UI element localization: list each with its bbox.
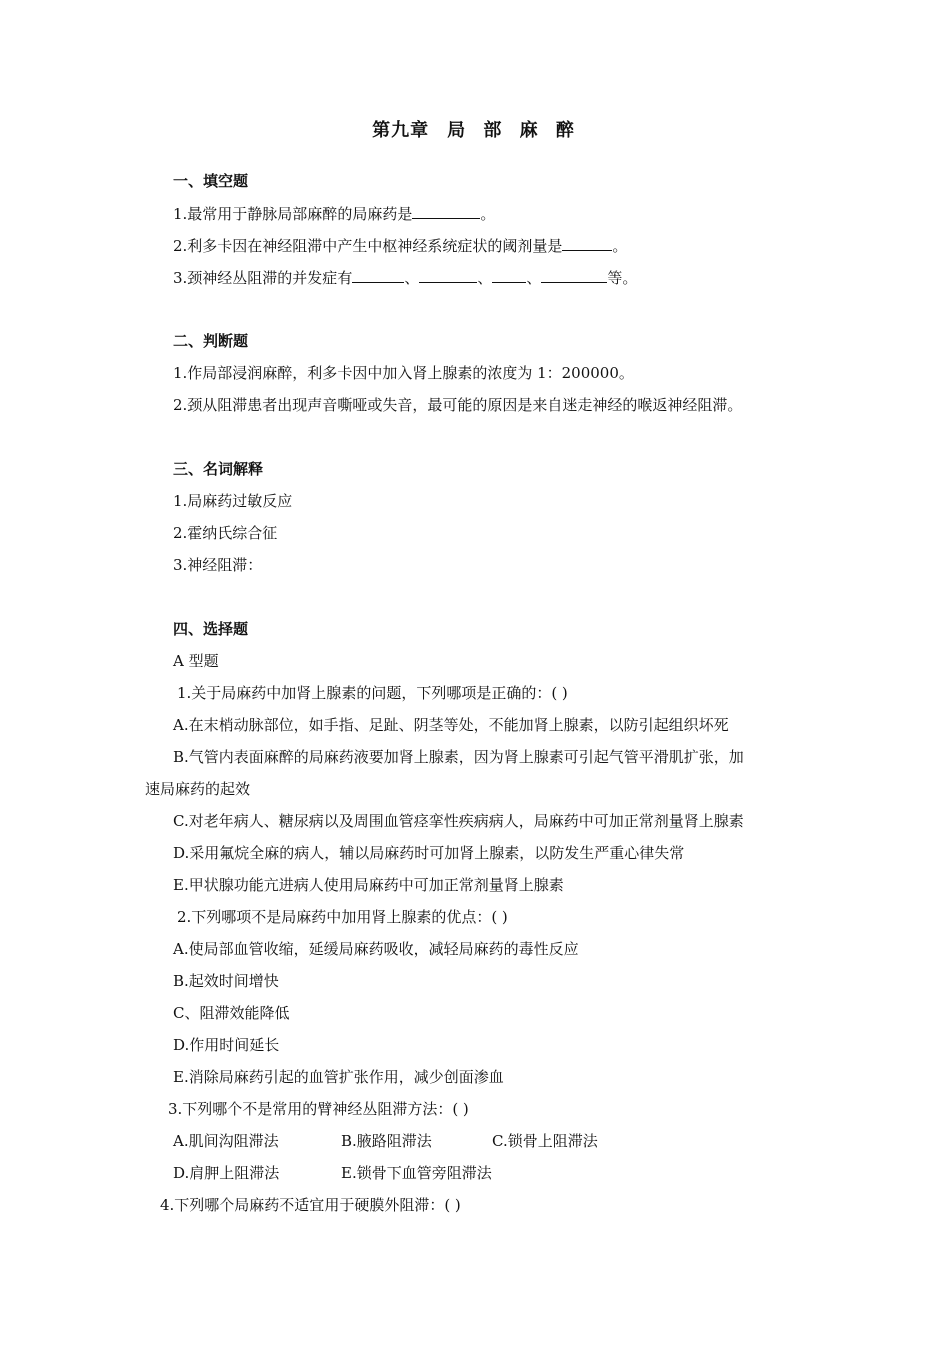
term-3: 3.神经阻滞： [173,556,263,574]
question-fill-2 [173,235,627,256]
option-1e: E.甲状腺功能亢进病人使用局麻药中可加正常剂量肾上腺素 [173,876,564,894]
option-2d: D.作用时间延长 [173,1036,280,1054]
option-2e: E.消除局麻药引起的血管扩张作用，减少创面渗血 [173,1068,504,1086]
question-text: 。 [480,205,496,223]
term-2: 2.霍纳氏综合征 [173,524,278,542]
question-text: 1.最常用于静脉局部麻醉的局麻药是 [173,205,413,223]
answer-blank [492,267,526,283]
section-heading-terms: 三、名词解释 [173,460,264,478]
question-fill-1 [173,203,495,224]
option-1a: A.在末梢动脉部位，如手指、足趾、阴茎等处，不能加肾上腺素，以防引起组织坏死 [173,716,729,734]
choice-question-1: 1.关于局麻药中加肾上腺素的问题，下列哪项是正确的：( ) [177,684,568,702]
question-tf-2: 2.颈从阻滞患者出现声音嘶哑或失音，最可能的原因是来自迷走神经的喉返神经阻滞。 [173,396,743,414]
question-text: 2.利多卡因在神经阻滞中产生中枢神经系统症状的阈剂量是 [173,237,563,255]
answer-blank [562,235,612,251]
choice-question-3: 3.下列哪个不是常用的臂神经丛阻滞方法：( ) [168,1100,469,1118]
answer-blank [352,267,404,283]
option-1b-cont: 速局麻药的起效 [145,780,251,798]
separator: 、 [526,269,542,287]
question-fill-3 [173,267,637,288]
choice-question-4: 4.下列哪个局麻药不适宜用于硬膜外阻滞：( ) [160,1196,461,1214]
answer-blank [419,267,477,283]
question-text: 等。 [607,269,638,287]
question-type: A 型题 [173,652,219,670]
question-tf-1: 1.作局部浸润麻醉，利多卡因中加入肾上腺素的浓度为 1：200000。 [173,364,634,382]
option-1d: D.采用氟烷全麻的病人，辅以局麻药时可加肾上腺素，以防发生严重心律失常 [173,844,685,862]
option-2c: C、阻滞效能降低 [173,1004,290,1022]
question-text: 3.颈神经丛阻滞的并发症有 [173,269,353,287]
section-heading-choice: 四、选择题 [173,620,249,638]
option-3b: B.腋路阻滞法 [341,1132,432,1150]
page-title [0,116,952,142]
option-3d: D.肩胛上阻滞法 [173,1164,280,1182]
option-1c: C.对老年病人、糖尿病以及周围血管痉挛性疾病病人，局麻药中可加正常剂量肾上腺素 [173,812,744,830]
answer-blank [412,203,480,219]
option-3c: C.锁骨上阻滞法 [492,1132,598,1150]
term-1: 1.局麻药过敏反应 [173,492,293,510]
separator: 、 [404,269,420,287]
chapter-number: 第九章 [372,120,430,141]
separator: 、 [477,269,493,287]
chapter-name: 局 部 麻 醉 [447,120,580,141]
option-3e: E.锁骨下血管旁阻滞法 [341,1164,492,1182]
question-text: 。 [612,237,628,255]
option-2b: B.起效时间增快 [173,972,279,990]
section-heading-true-false: 二、判断题 [173,332,249,350]
answer-blank [541,267,607,283]
choice-question-2: 2.下列哪项不是局麻药中加用肾上腺素的优点：( ) [177,908,508,926]
option-1b: B.气管内表面麻醉的局麻药液要加肾上腺素，因为肾上腺素可引起气管平滑肌扩张，加 [173,748,744,766]
option-2a: A.使局部血管收缩，延缓局麻药吸收，减轻局麻药的毒性反应 [173,940,579,958]
section-heading-fill-blank: 一、填空题 [173,172,249,190]
option-3a: A.肌间沟阻滞法 [173,1132,279,1150]
